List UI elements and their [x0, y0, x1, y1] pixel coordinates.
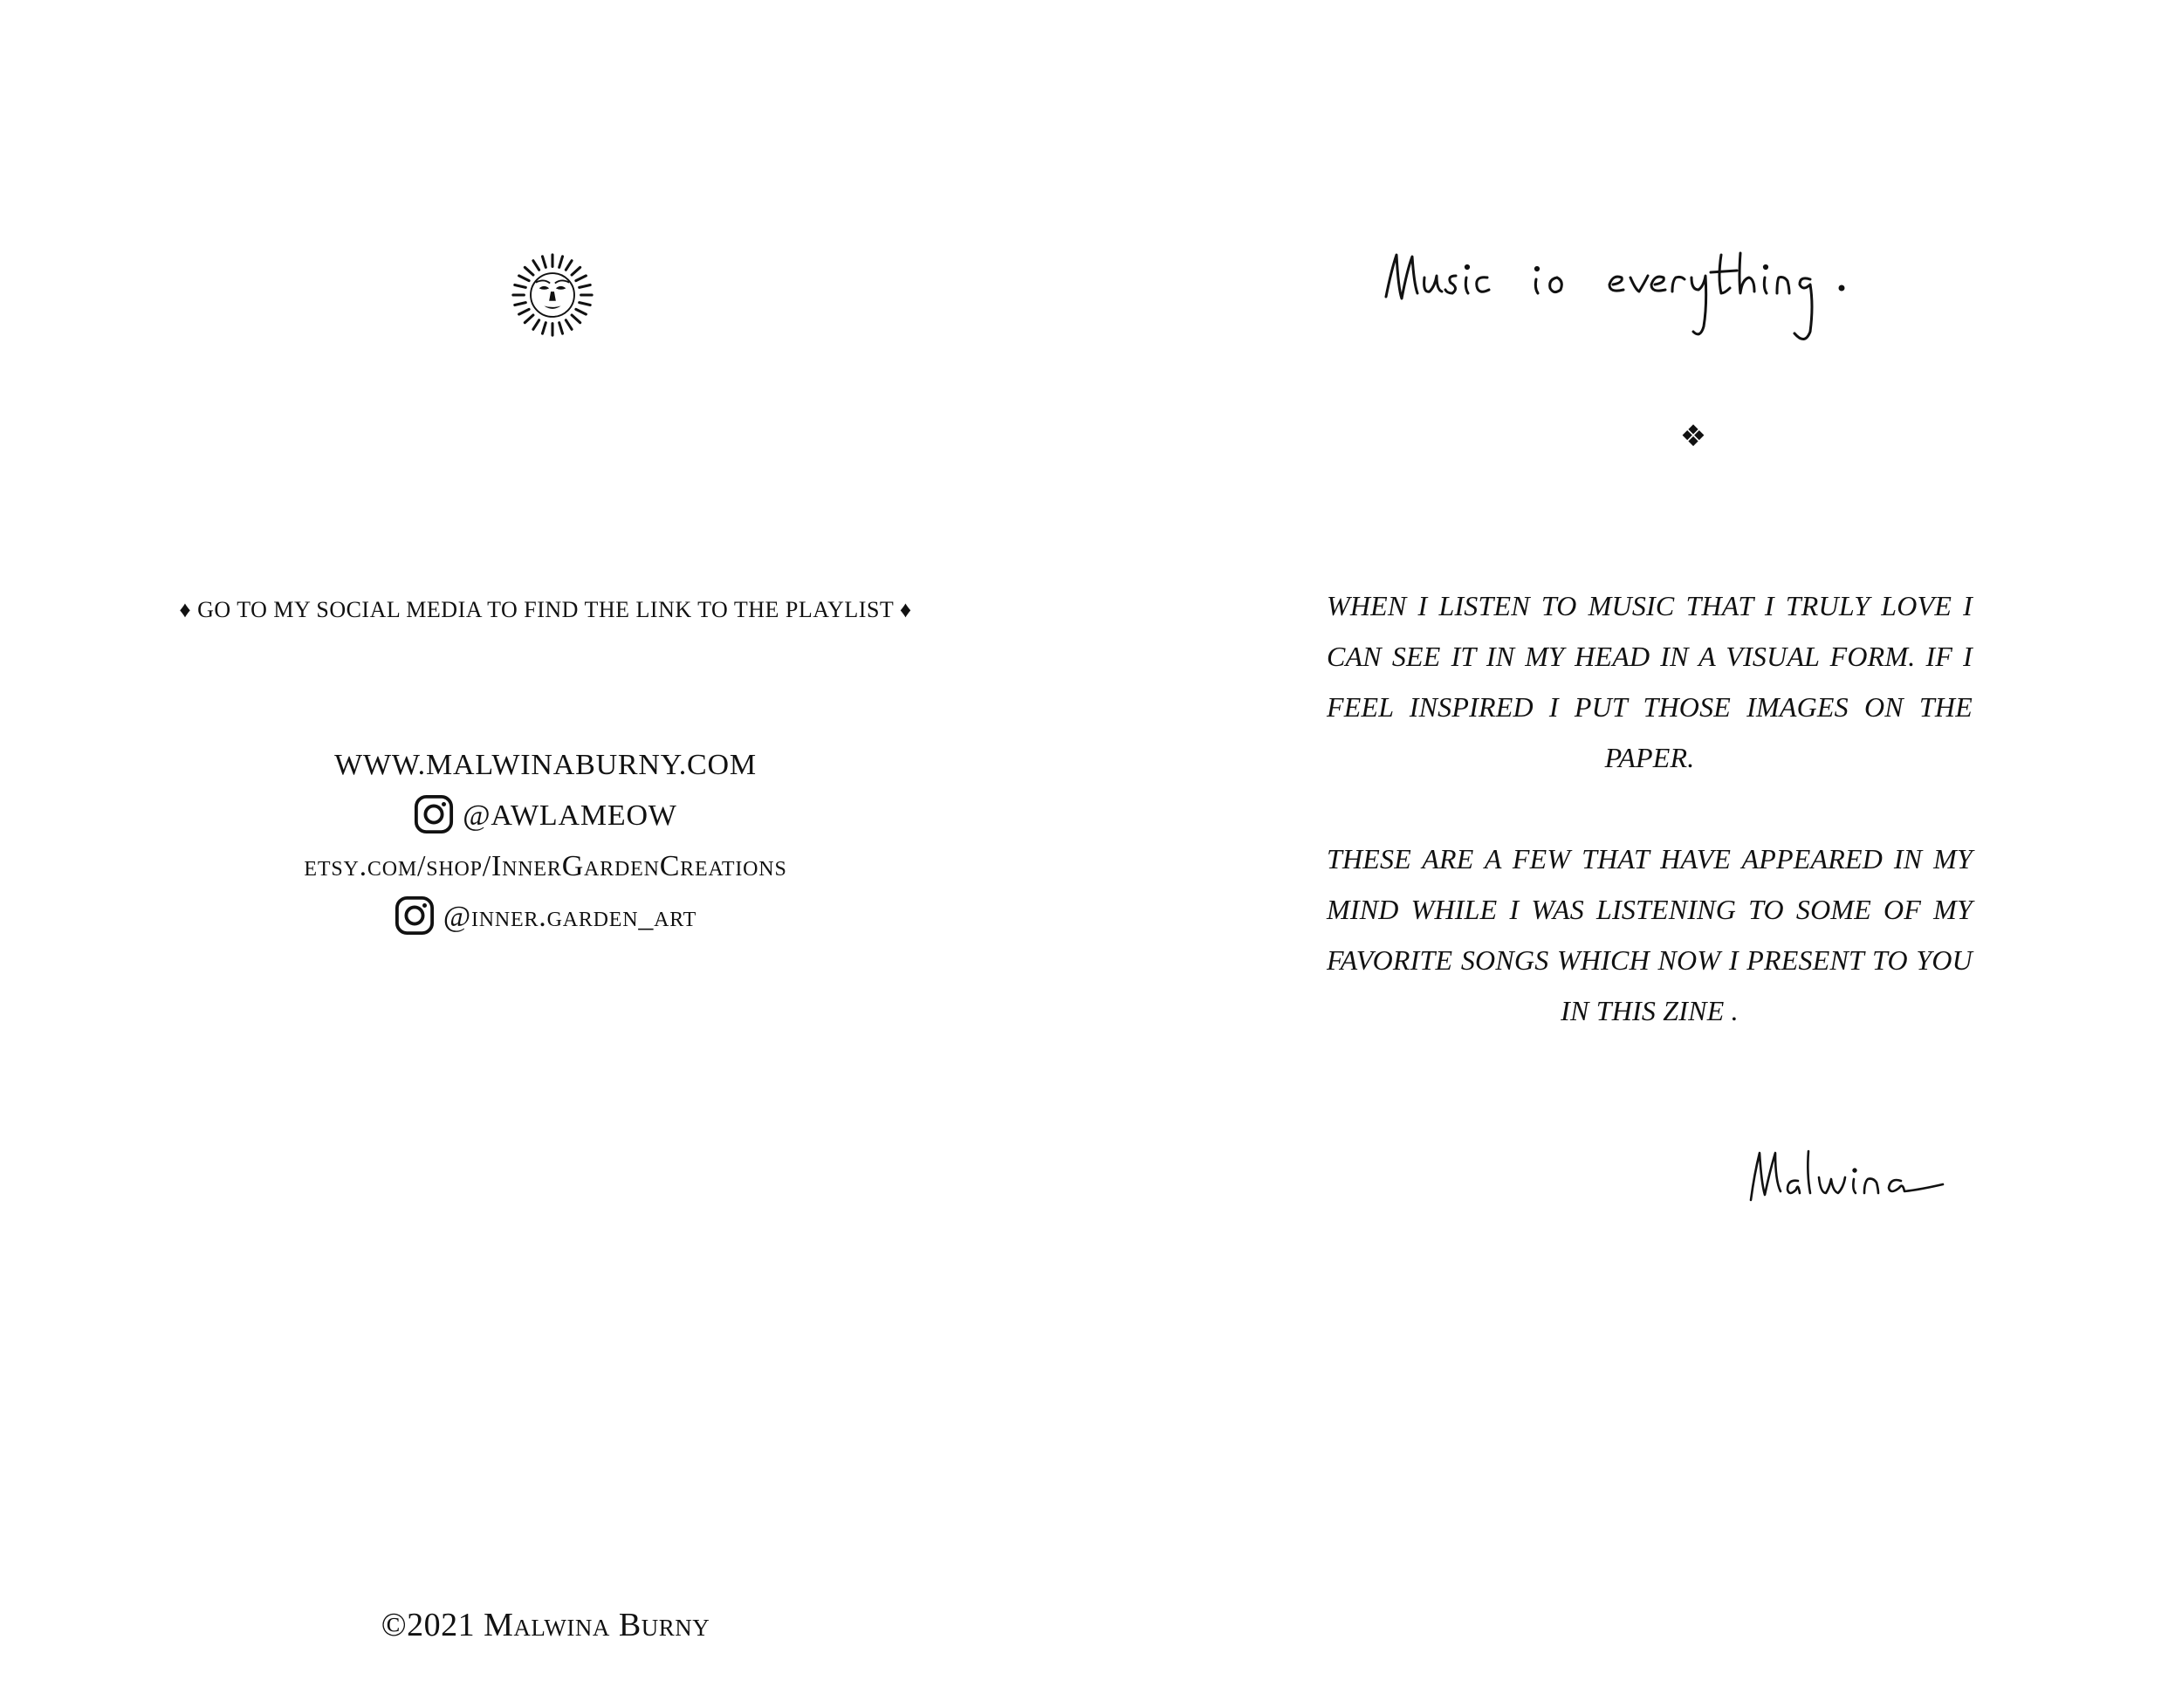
handwritten-title — [1379, 236, 1990, 358]
etsy-link[interactable]: etsy.com/shop/InnerGardenCreations — [304, 850, 787, 882]
instagram-inner-garden-row[interactable] — [0, 892, 1091, 943]
instagram-icon — [414, 794, 454, 834]
instagram-icon — [395, 895, 435, 936]
instagram-awlameow-row[interactable] — [0, 791, 1091, 841]
intro-text — [1327, 580, 1973, 1036]
website-link[interactable]: WWW.MALWINABURNY.COM — [334, 749, 757, 781]
instagram-handle-inner-garden: @inner.garden_art — [443, 901, 697, 933]
contact-list — [0, 740, 1091, 943]
right-page — [1091, 0, 2182, 1708]
sun-face-icon — [511, 253, 594, 337]
copyright-notice: ©2021 Malwina Burny — [381, 1607, 710, 1643]
instagram-handle-awlameow: @AWLAMEOW — [463, 799, 677, 832]
intro-paragraph: WHEN I LISTEN TO MUSIC THAT I TRULY LOVE I CAN SEE IT IN MY HEAD IN A VISUAL FORM. IF I FEEL INSPIRED I PUT THOSE IMAGES ON THE PAPER. — [1327, 590, 1973, 773]
intro-paragraph: THESE ARE A FEW THAT HAVE APPEARED IN MY MIND WHILE I WAS LISTENING TO SOME OF MY FAVORITE SONGS WHICH NOW I PRESENT TO YOU IN THIS ZINE . — [1327, 843, 1973, 1026]
signature — [1746, 1139, 1981, 1218]
playlist-note: ♦ GO TO MY SOCIAL MEDIA TO FIND THE LINK TO THE PLAYLIST ♦ — [179, 597, 912, 622]
diamond-ornament-icon: ❖ — [1679, 419, 1707, 454]
